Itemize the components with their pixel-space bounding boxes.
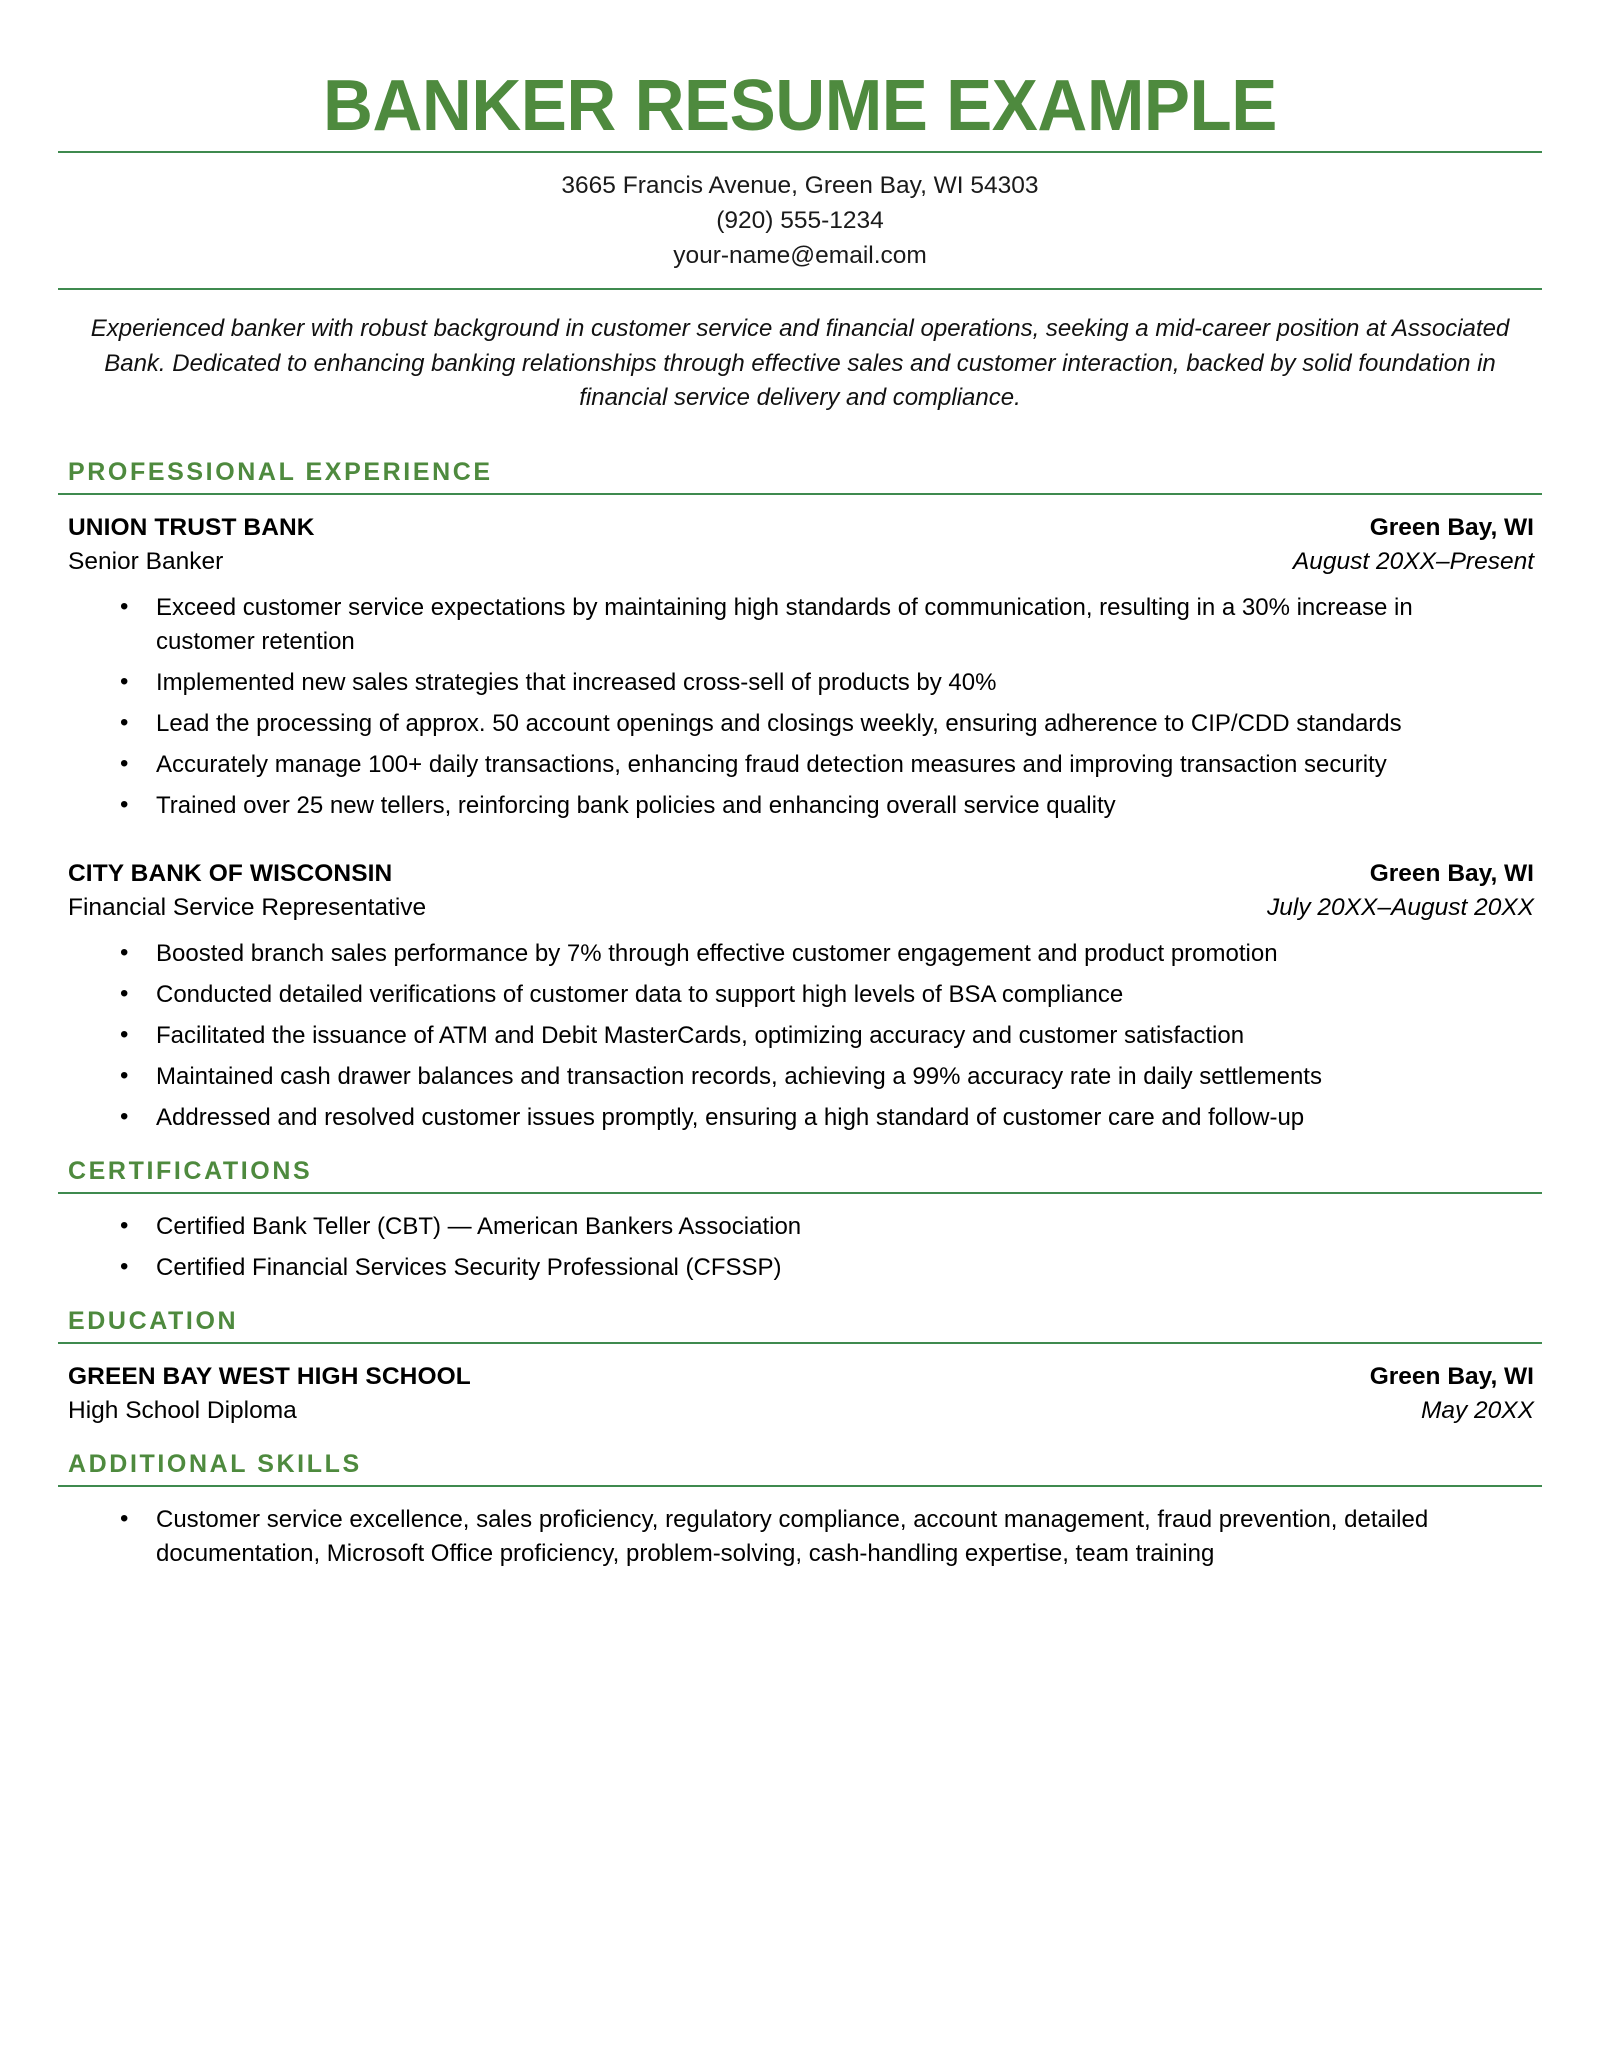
experience-bullet-list	[58, 591, 1542, 823]
experience-org: CITY BANK OF WISCONSIN	[68, 860, 393, 888]
list-item: • Boosted branch sales performance by 7% through effective customer engagement and product promotion	[154, 937, 1512, 971]
section-heading-additional-skills: ADDITIONAL SKILLS	[68, 1449, 362, 1478]
page-title: BANKER RESUME EXAMPLE	[323, 66, 1277, 146]
list-item: • Accurately manage 100+ daily transactions, enhancing fraud detection measures and improving transaction security	[154, 748, 1512, 782]
section-professional-experience	[58, 458, 1542, 1135]
contact-address: 3665 Francis Avenue, Green Bay, WI 54303	[561, 172, 1039, 200]
experience-dates: July 20XX–August 20XX	[1267, 894, 1534, 922]
contact-email: your-name@email.com	[673, 242, 927, 269]
certifications-list	[58, 1210, 1542, 1285]
experience-bullet-list	[58, 937, 1542, 1135]
list-item: • Customer service excellence, sales proficiency, regulatory compliance, account management, fraud prevention, detailed documentation, Microsoft Office proficiency, problem-solving, cash-handling expertise, team training	[154, 1503, 1512, 1571]
list-item: • Lead the processing of approx. 50 account openings and closings weekly, ensuring adherence to CIP/CDD standards	[154, 707, 1512, 741]
section-heading-education: EDUCATION	[68, 1307, 239, 1336]
section-divider-additional-skills	[58, 1485, 1542, 1487]
list-item: • Exceed customer service expectations by maintaining high standards of communication, resulting in a 30% increase in customer retention	[154, 591, 1512, 659]
section-heading-certifications: CERTIFICATIONS	[68, 1157, 313, 1186]
list-item: • Implemented new sales strategies that increased cross-sell of products by 40%	[154, 666, 1512, 700]
section-additional-skills	[58, 1450, 1542, 1571]
experience-entry-role-row	[58, 545, 1542, 579]
list-item: • Trained over 25 new tellers, reinforcing bank policies and enhancing overall service quality	[154, 789, 1512, 823]
professional-summary: Experienced banker with robust background in customer service and financial operations, seeking a mid-career position at Associated Bank. Dedicated to enhancing banking relationships through effective sales and customer interaction, backed by solid foundation in financial service delivery and compliance.	[90, 314, 1510, 412]
experience-location: Green Bay, WI	[1369, 860, 1534, 888]
list-item: • Maintained cash drawer balances and transaction records, achieving a 99% accuracy rate in daily settlements	[154, 1060, 1512, 1094]
education-degree: High School Diploma	[68, 1397, 297, 1425]
education-org: GREEN BAY WEST HIGH SCHOOL	[68, 1363, 471, 1391]
contact-phone: (920) 555-1234	[716, 207, 884, 235]
experience-entry	[58, 511, 1542, 823]
section-education	[58, 1307, 1542, 1428]
experience-role: Senior Banker	[68, 547, 224, 575]
experience-entry-role-row	[58, 891, 1542, 925]
education-entry-role-row	[58, 1394, 1542, 1428]
education-entry	[58, 1360, 1542, 1428]
experience-entry-org-row	[58, 857, 1542, 891]
section-divider-certifications	[58, 1192, 1542, 1194]
list-item: • Facilitated the issuance of ATM and Debit MasterCards, optimizing accuracy and customer satisfaction	[154, 1019, 1512, 1053]
education-entry-org-row	[58, 1360, 1542, 1394]
list-item: • Conducted detailed verifications of customer data to support high levels of BSA compliance	[154, 978, 1512, 1012]
contact-block	[58, 153, 1542, 287]
list-item: • Certified Bank Teller (CBT) — American Bankers Association	[154, 1210, 1512, 1244]
section-divider-experience	[58, 493, 1542, 495]
list-item: • Addressed and resolved customer issues promptly, ensuring a high standard of customer care and follow-up	[154, 1101, 1512, 1135]
education-dates: May 20XX	[1420, 1397, 1534, 1425]
education-location: Green Bay, WI	[1369, 1363, 1534, 1391]
experience-org: UNION TRUST BANK	[68, 514, 315, 542]
section-certifications	[58, 1157, 1542, 1285]
list-item: • Certified Financial Services Security Professional (CFSSP)	[154, 1251, 1512, 1285]
experience-entry-org-row	[58, 511, 1542, 545]
experience-dates: August 20XX–Present	[1292, 547, 1534, 575]
section-divider-education	[58, 1342, 1542, 1344]
experience-role: Financial Service Representative	[68, 894, 427, 922]
experience-location: Green Bay, WI	[1369, 514, 1534, 542]
experience-entry	[58, 857, 1542, 1135]
section-heading-experience: PROFESSIONAL EXPERIENCE	[68, 458, 493, 487]
additional-skills-list	[58, 1503, 1542, 1571]
